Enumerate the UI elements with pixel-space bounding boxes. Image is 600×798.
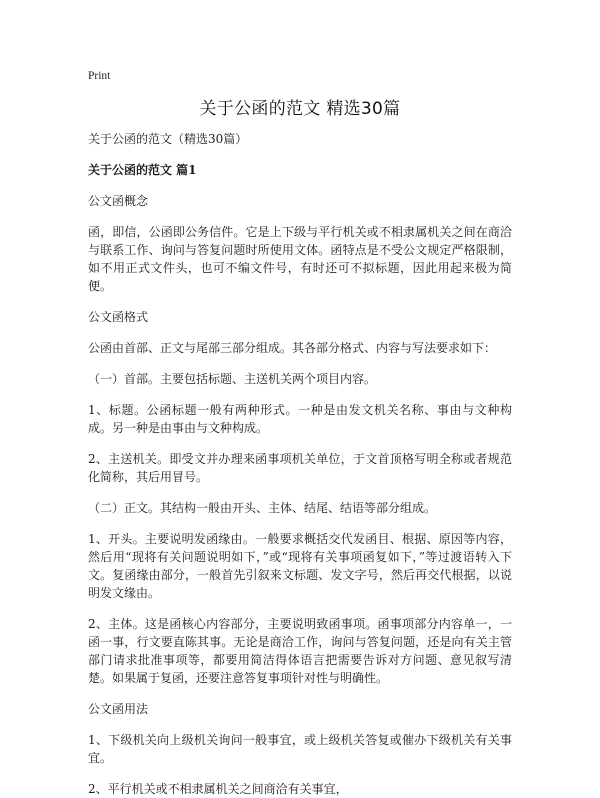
print-label: Print	[88, 70, 111, 82]
paragraph-usage-1: 1、下级机关向上级机关询问一般事宜，或上级机关答复或催办下级机关有关事宜。	[88, 733, 512, 765]
paragraph-usage-heading: 公文函用法	[88, 702, 149, 716]
paragraph-title-rule: 1、标题。公函标题一般有两种形式。一种是由发文机关名称、事由与文种构成。另一种是由事由与文种构成。	[88, 403, 512, 435]
document-title: 关于公函的范文 精选30篇	[199, 99, 401, 119]
paragraph-body-part: （二）正文。其结构一般由开头、主体、结尾、结语等部分组成。	[88, 501, 437, 515]
paragraph-main-rule: 2、主体。这是函核心内容部分，主要说明致函事项。函事项部分内容单一，一函一事，行文要直陈其事。无论是商洽工作，询问与答复问题，还是向有关主管部门请求批准事项等，都要用简洁得体语言把需要告诉对方问题、意见叙写清楚。如果属于复函，还要注意答复事项针对性与明确性。	[88, 617, 512, 685]
document-subtitle: 关于公函的范文（精选30篇）	[88, 132, 248, 146]
section-title: 关于公函的范文 篇1	[88, 163, 197, 177]
paragraph-recipient-rule: 2、主送机关。即受文并办理来函事项机关单位，于文首顶格写明全称或者规范化简称，其后用冒号。	[88, 452, 512, 484]
paragraph-concept-heading: 公文函概念	[88, 194, 149, 208]
paragraph-format-intro: 公函由首部、正文与尾部三部分组成。其各部分格式、内容与写法要求如下：	[88, 341, 497, 355]
paragraph-format-heading: 公文函格式	[88, 310, 149, 324]
paragraph-header-part: （一）首部。主要包括标题、主送机关两个项目内容。	[88, 372, 377, 386]
paragraph-usage-2: 2、平行机关或不相隶属机关之间商洽有关事宜，	[88, 782, 348, 796]
paragraph-opening-rule: 1、开头。主要说明发函缘由。一般要求概括交代发函目、根据、原因等内容，然后用“现将有关问题说明如下，”或“现将有关事项函复如下，”等过渡语转入下文。复函缘由部分，一般首先引叙来文标题、发文字号，然后再交代根据，以说明发文缘由。	[88, 532, 512, 600]
paragraph-concept: 函，即信，公函即公务信件。它是上下级与平行机关或不相隶属机关之间在商洽与联系工作、询问与答复问题时所使用文体。函特点是不受公文规定严格限制，如不用正式文件头，也可不编文件号，有时还可不拟标题，因此用起来极为简便。	[88, 225, 512, 293]
